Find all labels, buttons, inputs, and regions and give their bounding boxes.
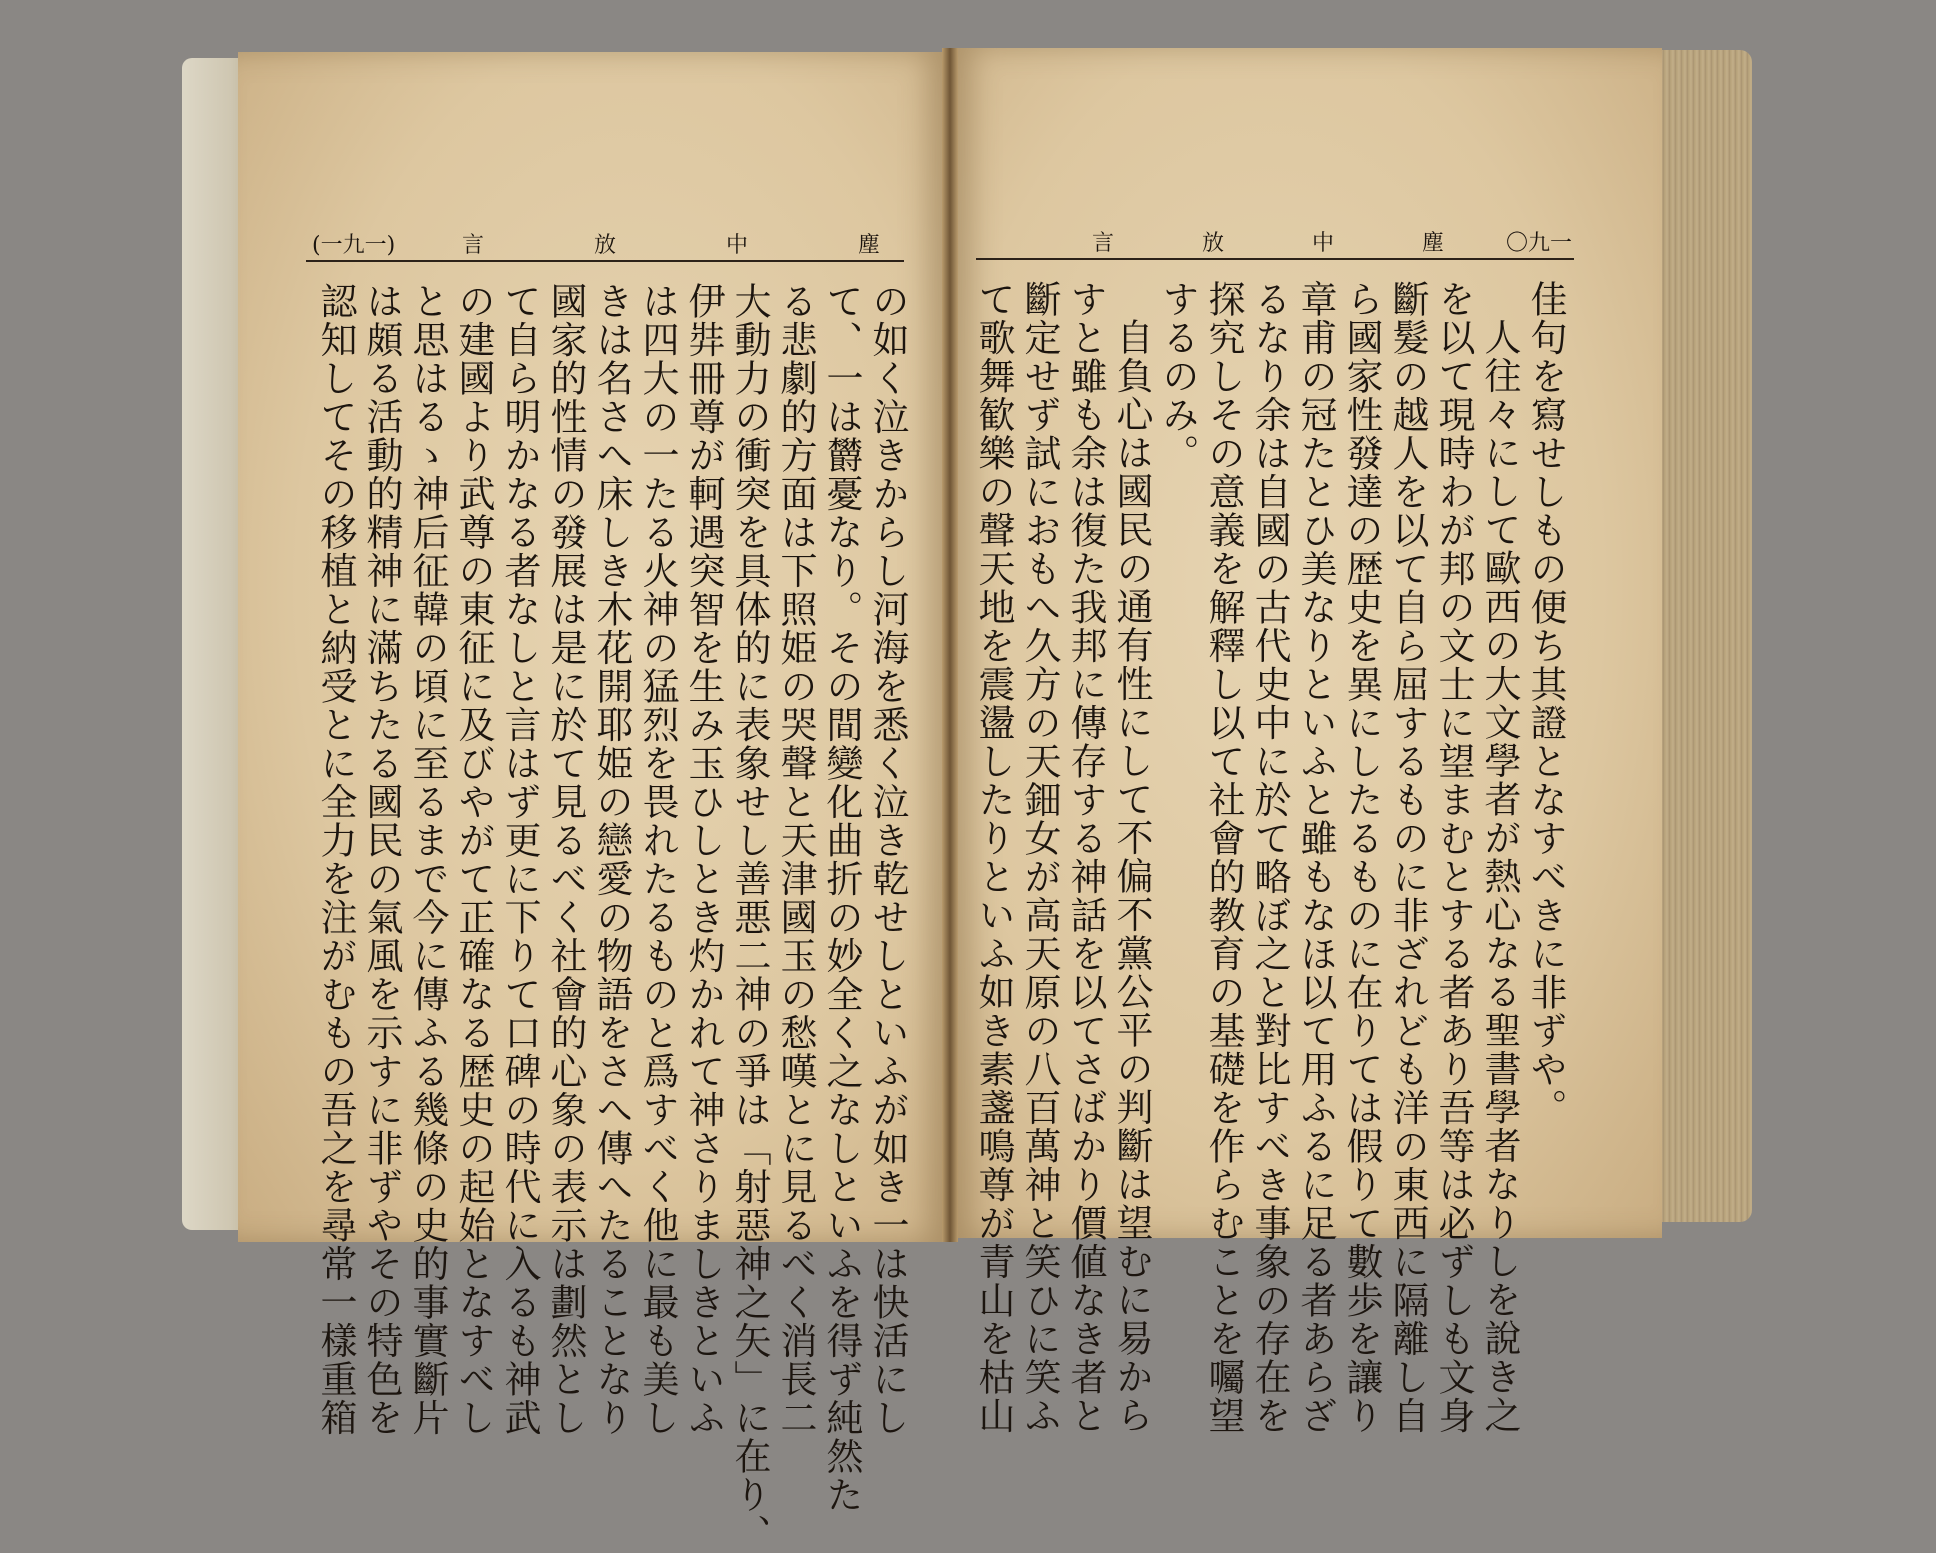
left-text-column: の建國より武尊の東征に及びやがて正確なる歴史の起始となすべし (452, 282, 495, 1437)
right-text-column: 探究しその意義を解釋し以て社會的教育の基礎を作らむことを囑望 (1202, 280, 1245, 1435)
left-text-column: 伊弉冊尊が軻遇突智を生み玉ひしとき灼かれて神さりましきといふ (682, 282, 725, 1437)
right-running-title-char: 言 (1092, 231, 1115, 256)
right-running-title-char: 放 (1202, 231, 1225, 256)
right-text-column: 自負心は國民の通有性にして不偏不黨公平の判斷は望むに易から (1110, 318, 1153, 1435)
left-text-column: は四大の一たる火神の猛烈を畏れたるものと爲すべく他に最も美し (636, 282, 679, 1437)
left-page-header (306, 224, 904, 262)
right-text-column: て歌舞歓樂の聲天地を震盪したりといふ如き素盞鳴尊が青山を枯山 (972, 280, 1015, 1435)
right-text-column: すと雖も余は復た我邦に傳存する神話を以てさばかり價値なき者と (1064, 280, 1107, 1435)
right-text-column: するのみ。 (1156, 280, 1199, 473)
left-running-title-char: 言 (462, 233, 485, 258)
left-text-column: て、一は欝憂なり。その間變化曲折の妙全く之なしといふを得ず純然た (820, 282, 863, 1514)
left-text-column: 大動力の衝突を具体的に表象せし善悪二神の爭は「射惡神之矢」に在り、 (728, 282, 771, 1553)
right-page-number: 〇九一 (1506, 231, 1573, 256)
left-text-column: 國家的性情の發展は是に於て見るべく社會的心象の表示は劃然とし (544, 282, 587, 1437)
page-block-edge (1652, 50, 1752, 1222)
right-running-title-char: 中 (1312, 231, 1335, 256)
book-gutter (942, 48, 958, 1242)
left-text-column: 認知してその移植と納受とに全力を注がむもの吾之を尋常一樣重箱 (314, 282, 357, 1437)
right-text-column: 斷定せず試におもへ久方の天鈿女が高天原の八百萬神と笑ひに笑ふ (1018, 280, 1061, 1435)
right-text-column: 章甫の冠たとひ美なりといふと雖もなほ以て用ふるに足る者あらざ (1294, 280, 1337, 1435)
left-page-number: (一九一) (312, 233, 396, 258)
left-text-column: の如く泣きからし河海を悉く泣き乾せしといふが如き一は快活にし (866, 282, 909, 1437)
left-text-column: る悲劇的方面は下照姫の哭聲と天津國玉の愁嘆とに見るべく消長二 (774, 282, 817, 1437)
left-running-title-char: 塵 (858, 233, 881, 258)
left-text-column: は頗る活動的精神に滿ちたる國民の氣風を示すに非ずやその特色を (360, 282, 403, 1437)
left-text-column: きは名さへ床しき木花開耶姫の戀愛の物語をさへ傳へたることなり (590, 282, 633, 1437)
left-running-title-char: 放 (594, 233, 617, 258)
left-running-title-char: 中 (726, 233, 749, 258)
right-page-header (976, 222, 1574, 260)
right-text-column: るなり余は自國の古代史中に於て略ぼ之と對比すべき事象の存在を (1248, 280, 1291, 1435)
right-text-column: 佳句を寫せしもの便ち其證となすべきに非ずや。 (1524, 280, 1567, 1127)
right-running-title-char: 塵 (1422, 231, 1445, 256)
right-text-column: を以て現時わが邦の文士に望まむとする者あり吾等は必ずしも文身 (1432, 280, 1475, 1435)
right-text-column: 斷髮の越人を以て自ら屈するものに非ざれども洋の東西に隔離し自 (1386, 280, 1429, 1435)
right-text-column: ら國家性發達の歴史を異にしたるものに在りては假りて數歩を讓り (1340, 280, 1383, 1435)
right-text-column: 人往々にして歐西の大文學者が熱心なる聖書學者なりしを說き之 (1478, 318, 1521, 1435)
left-text-column: て自ら明かなる者なしと言はず更に下りて口碑の時代に入るも神武 (498, 282, 541, 1437)
left-text-column: と思はるゝ神后征韓の頃に至るまで今に傳ふる幾條の史的事實斷片 (406, 282, 449, 1437)
